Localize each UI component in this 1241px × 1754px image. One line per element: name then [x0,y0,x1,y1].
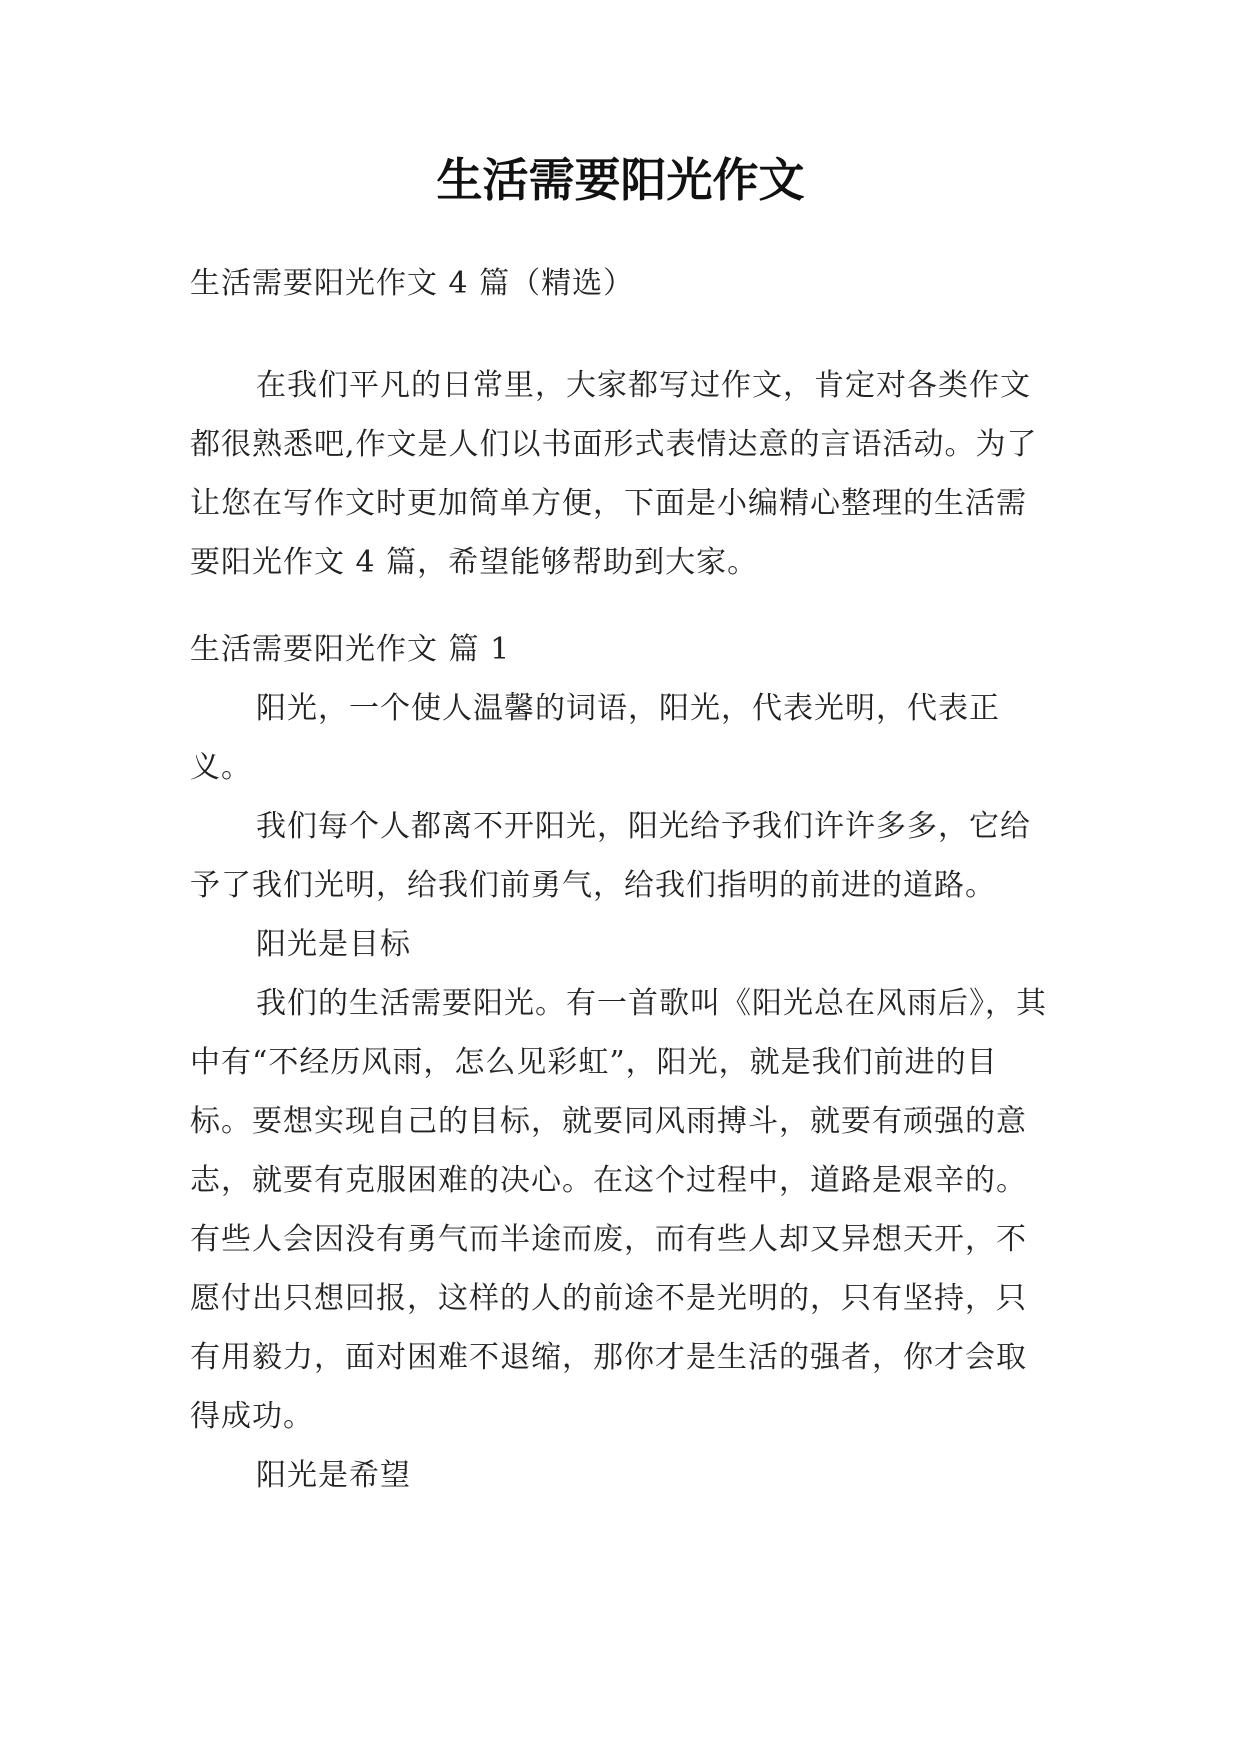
body-subheading: 阳光是目标 [256,927,411,962]
section-heading: 生活需要阳光作文 篇 1 [190,632,511,667]
body-paragraph: 我们的生活需要阳光。有一首歌叫《阳光总在风雨后》，其中有“不经历风雨，怎么见彩虹”，阳光，就是我们前进的目标。要想实现自己的目标，就要同风雨搏斗，就要有顽强的意志，就要有克服困难的决心。在这个过程中，道路是艰辛的。有些人会因没有勇气而半途而废，而有些人却又异想天开，不愿付出只想回报，这样的人的前途不是光明的，只有坚持，只有用毅力，面对困难不退缩，那你才是生活的强者，你才会取得成功。 [190,986,1047,1434]
body-subheading: 阳光是希望 [256,1458,411,1493]
document-title: 生活需要阳光作文 [436,153,805,207]
intro-paragraph: 在我们平凡的日常里，大家都写过作文，肯定对各类作文都很熟悉吧,作文是人们以书面形式表情达意的言语活动。为了让您在写作文时更加简单方便，下面是小编精心整理的生活需要阳光作文 4 篇，希望能够帮助到大家。 [190,368,1038,580]
document-subtitle: 生活需要阳光作文 4 篇（精选） [190,266,635,301]
section-body [190,679,1050,1505]
body-paragraph: 我们每个人都离不开阳光，阳光给予我们许许多多，它给予了我们光明，给我们前勇气，给我们指明的前进的道路。 [190,809,1031,903]
body-paragraph: 阳光，一个使人温馨的词语，阳光，代表光明，代表正义。 [190,691,1000,785]
